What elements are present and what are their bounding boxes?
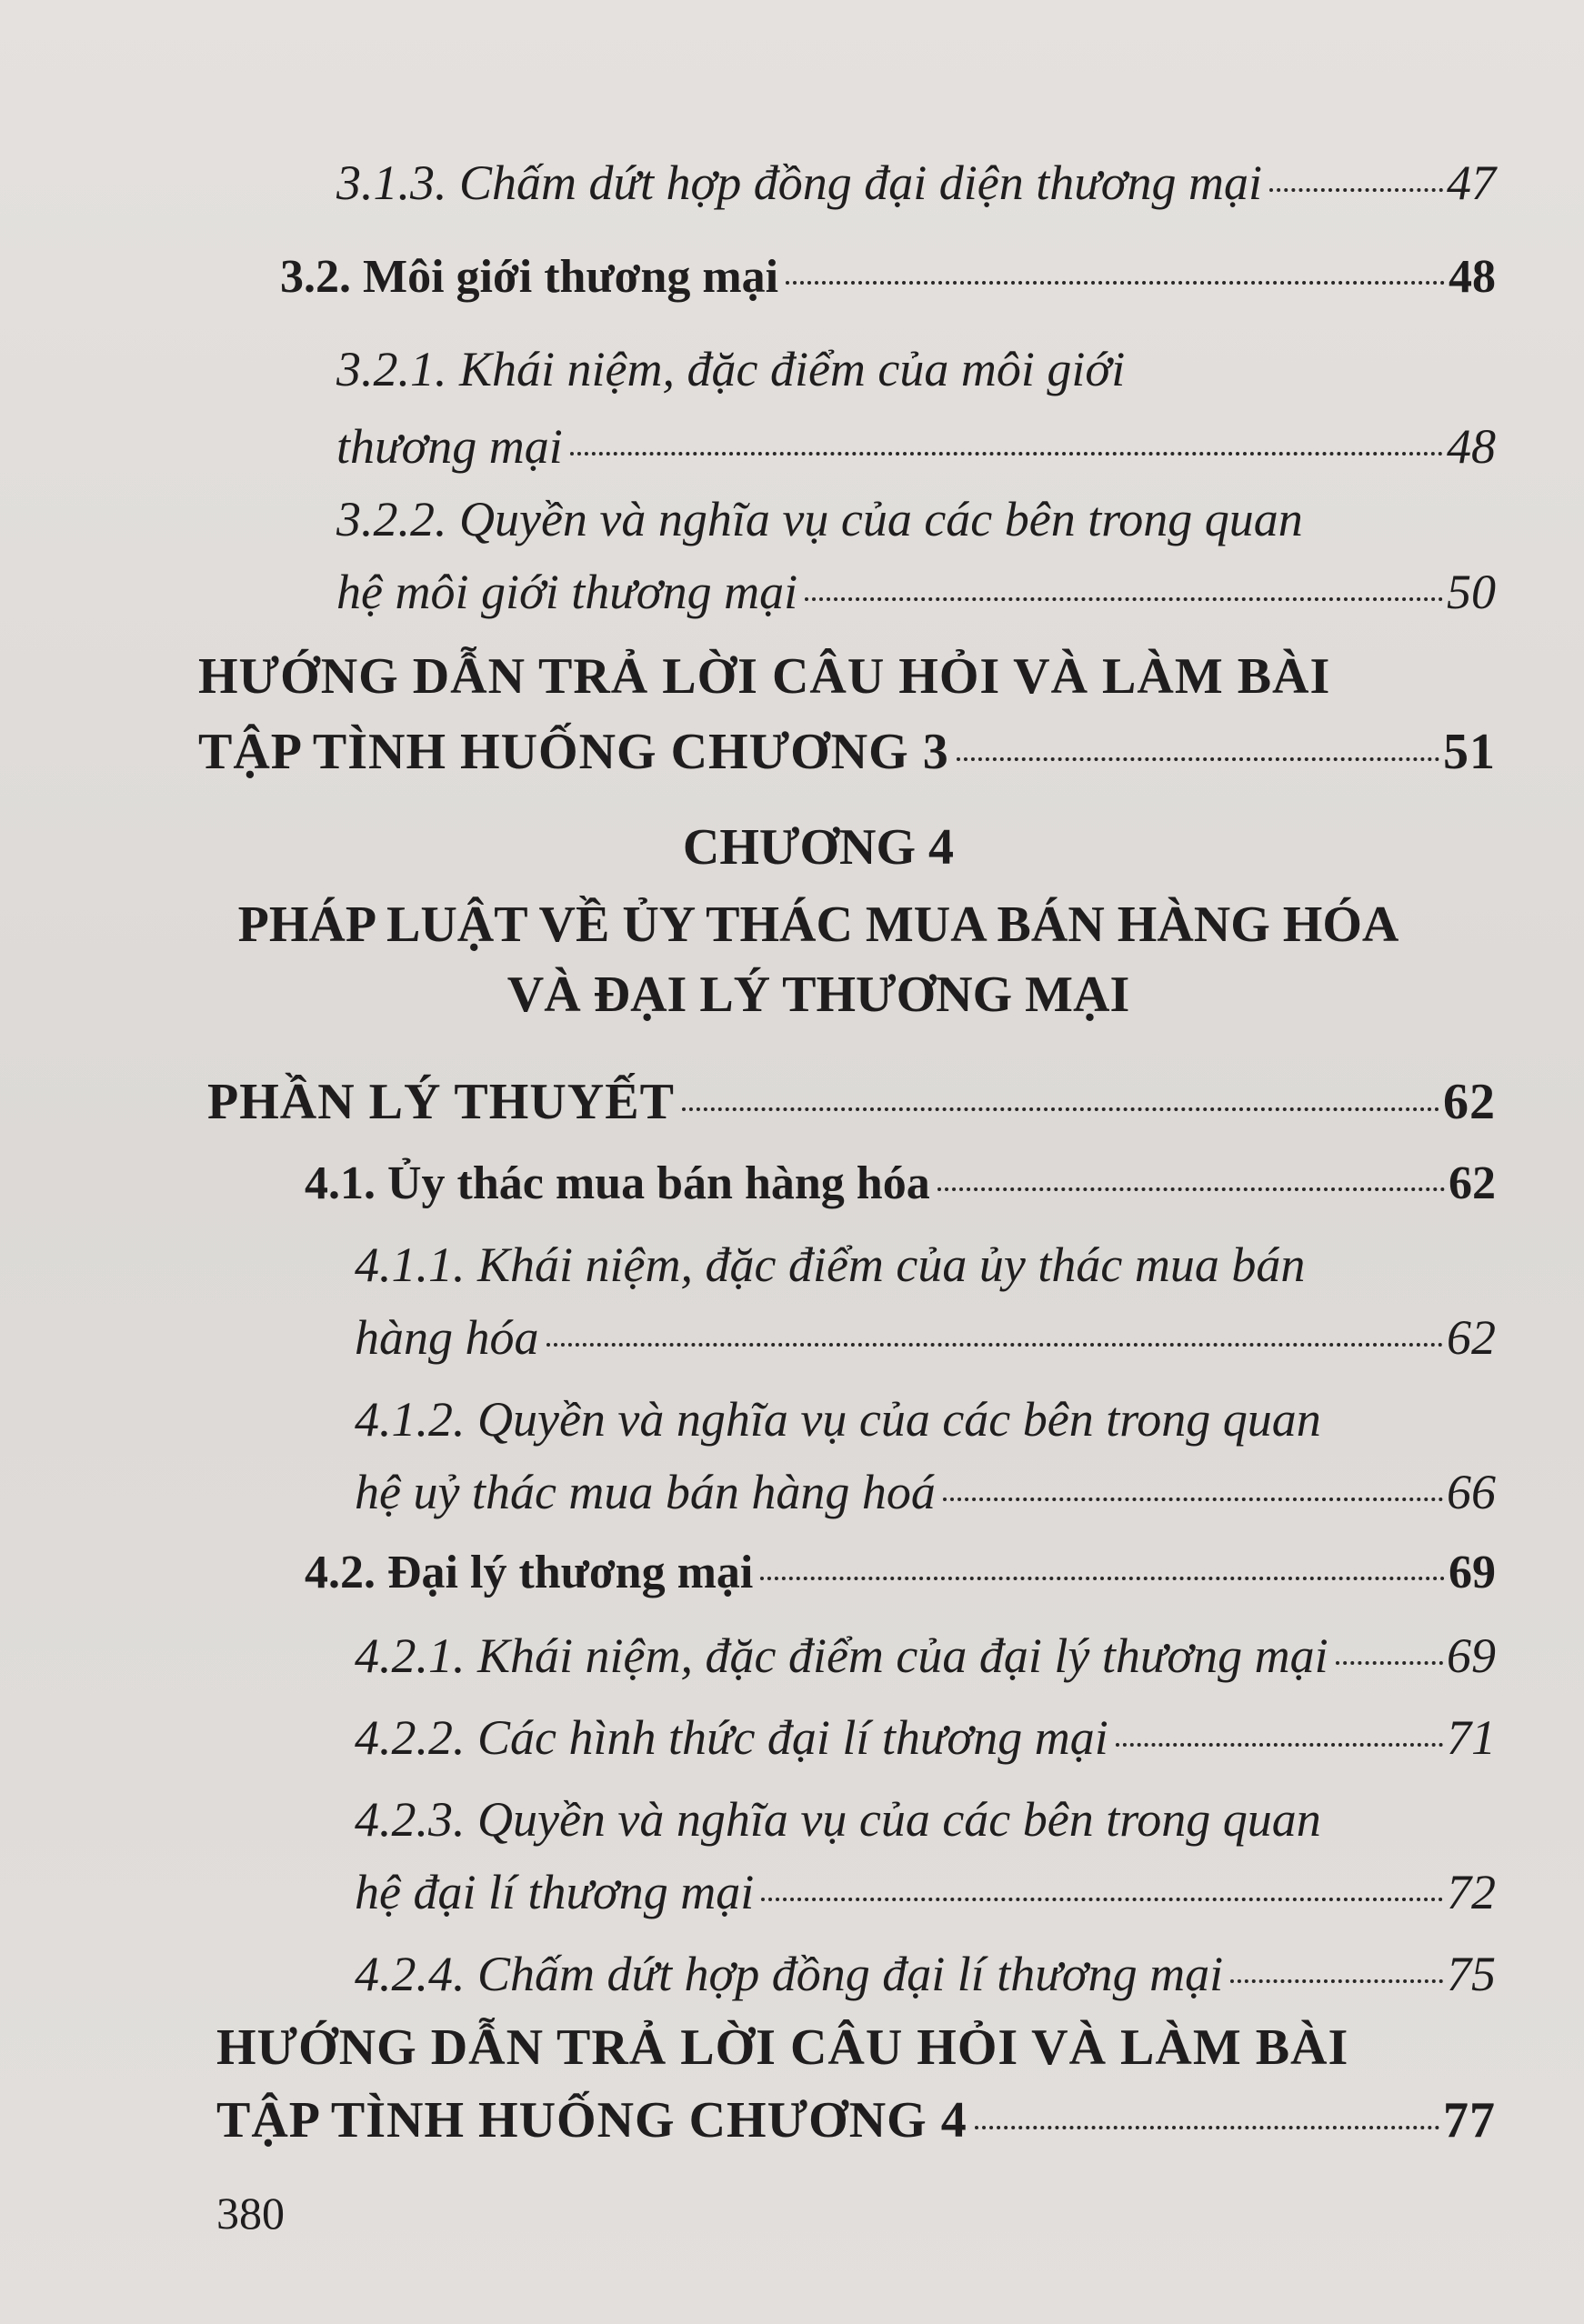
- dot-leader: [1230, 1979, 1443, 1983]
- toc-entry-4-2: [305, 1546, 1496, 1599]
- toc-entry-text: 4.2.4. Chấm dứt hợp đồng đại lí thương mại: [355, 1947, 1224, 2001]
- dot-leader: [760, 1577, 1445, 1580]
- dot-leader: [761, 1898, 1443, 1901]
- toc-entry-text: hàng hóa: [355, 1310, 539, 1365]
- toc-entry-text: 4.1.2. Quyền và nghĩa vụ của các bên trong quan: [355, 1392, 1321, 1447]
- chapter-heading: CHƯƠNG 4: [682, 819, 955, 876]
- toc-entry-text: 4.2.1. Khái niệm, đặc điểm của đại lý thương mại: [355, 1628, 1328, 1683]
- dot-leader: [546, 1343, 1444, 1347]
- dot-leader: [937, 1187, 1445, 1191]
- toc-entry-4-2-2: [355, 1709, 1496, 1766]
- toc-entry-text: HƯỚNG DẪN TRẢ LỜI CÂU HỎI VÀ LÀM BÀI: [216, 2019, 1349, 2076]
- toc-entry-4-1-2-line2: [355, 1464, 1496, 1520]
- toc-entry-theory: [207, 1073, 1496, 1131]
- toc-entry-text: 3.2.1. Khái niệm, đặc điểm của môi giới: [336, 342, 1126, 396]
- toc-page-number: 66: [1447, 1465, 1496, 1519]
- toc-entry-text: 4.2.3. Quyền và nghĩa vụ của các bên trong quan: [355, 1792, 1321, 1847]
- toc-page-number: 75: [1447, 1947, 1496, 2001]
- dot-leader: [957, 757, 1439, 761]
- toc-entry-text: 3.2.2. Quyền và nghĩa vụ của các bên trong quan: [336, 492, 1303, 546]
- toc-entry-4-1-1-line1: [355, 1237, 1305, 1293]
- toc-page-number: 72: [1447, 1865, 1496, 1919]
- toc-entry-text: HƯỚNG DẪN TRẢ LỜI CÂU HỎI VÀ LÀM BÀI: [198, 648, 1331, 705]
- toc-entry-4-2-4: [355, 1946, 1496, 2002]
- toc-page-number: 69: [1447, 1628, 1496, 1683]
- dot-leader: [805, 597, 1443, 601]
- toc-entry-text: hệ uỷ thác mua bán hàng hoá: [355, 1465, 936, 1519]
- toc-entry-text: thương mại: [336, 419, 563, 474]
- dot-leader: [1269, 188, 1443, 192]
- toc-page-number: 77: [1443, 2092, 1496, 2149]
- toc-entry-text: hệ môi giới thương mại: [336, 565, 798, 619]
- dot-leader: [1336, 1661, 1443, 1665]
- toc-page-number: 48: [1449, 251, 1496, 303]
- toc-entry-3-2-1-line1: [336, 341, 1409, 397]
- toc-guide-ch4-line1: [216, 2018, 1348, 2077]
- dot-leader: [943, 1498, 1443, 1501]
- toc-page-number: 71: [1447, 1710, 1496, 1765]
- toc-entry-4-1: [305, 1157, 1496, 1210]
- dot-leader: [786, 281, 1445, 285]
- toc-entry-3-2-1-line2: [336, 418, 1496, 475]
- toc-entry-3-1-3: [336, 155, 1496, 211]
- toc-entry-4-1-1-line2: [355, 1309, 1496, 1366]
- toc-entry-3-2: [280, 250, 1496, 304]
- toc-guide-ch3-line1: [198, 647, 1330, 706]
- chapter-title-line1: PHÁP LUẬT VỀ ỦY THÁC MUA BÁN HÀNG HÓA: [237, 897, 1399, 953]
- toc-entry-3-2-2-line2: [336, 564, 1496, 620]
- toc-entry-4-1-2-line1: [355, 1391, 1321, 1447]
- toc-entry-text: 4.2.2. Các hình thức đại lí thương mại: [355, 1710, 1108, 1765]
- page-number: 380: [216, 2188, 285, 2239]
- toc-page-number: 62: [1449, 1157, 1496, 1209]
- toc-guide-ch3-line2: [198, 723, 1496, 781]
- dot-leader: [570, 452, 1443, 456]
- toc-guide-ch4-line2: [216, 2091, 1496, 2149]
- toc-page-number: 69: [1449, 1547, 1496, 1598]
- toc-page-number: 51: [1443, 724, 1496, 780]
- dot-leader: [1116, 1743, 1443, 1747]
- toc-page-number: 62: [1443, 1074, 1496, 1130]
- toc-entry-text: 4.1.1. Khái niệm, đặc điểm của ủy thác mua bán: [355, 1237, 1306, 1292]
- toc-page-number: 48: [1447, 419, 1496, 474]
- toc-entry-text: 3.2. Môi giới thương mại: [280, 251, 779, 303]
- toc-entry-4-2-3-line2: [355, 1864, 1496, 1920]
- toc-entry-4-2-1: [355, 1628, 1496, 1684]
- toc-entry-text: 3.1.3. Chấm dứt hợp đồng đại diện thương mại: [336, 155, 1263, 210]
- dot-leader: [975, 2126, 1439, 2129]
- toc-entry-text: TẬP TÌNH HUỐNG CHƯƠNG 4: [216, 2092, 967, 2149]
- toc-entry-text: 4.1. Ủy thác mua bán hàng hóa: [305, 1157, 930, 1209]
- toc-entry-3-2-2-line1: [336, 491, 1303, 547]
- toc-entry-text: PHẦN LÝ THUYẾT: [207, 1074, 675, 1130]
- toc-page-number: 62: [1447, 1310, 1496, 1365]
- toc-page-number: 50: [1447, 565, 1496, 619]
- dot-leader: [682, 1107, 1439, 1111]
- toc-entry-text: hệ đại lí thương mại: [355, 1865, 755, 1919]
- toc-page-number: 47: [1447, 155, 1496, 210]
- toc-entry-text: TẬP TÌNH HUỐNG CHƯƠNG 3: [198, 724, 949, 780]
- toc-entry-text: 4.2. Đại lý thương mại: [305, 1547, 754, 1598]
- toc-entry-4-2-3-line1: [355, 1791, 1321, 1848]
- chapter-title-line2: VÀ ĐẠI LÝ THƯƠNG MẠI: [506, 967, 1130, 1023]
